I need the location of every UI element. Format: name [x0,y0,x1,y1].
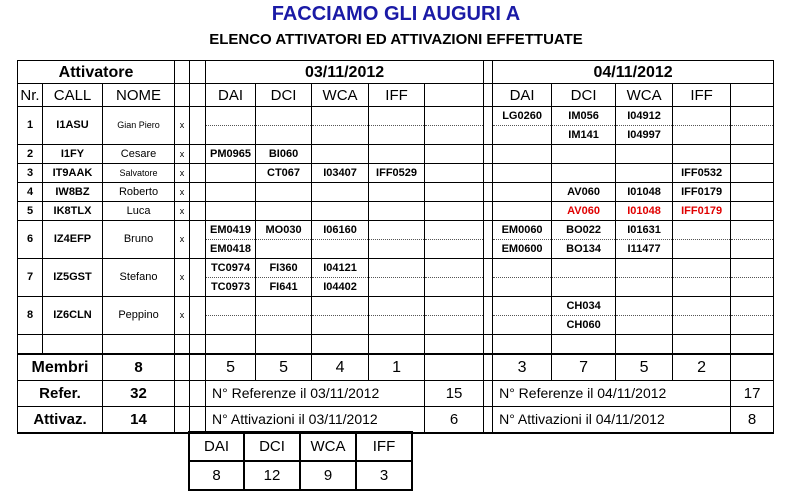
cell-d1 [369,221,425,240]
cell-d2 [493,278,552,297]
row-gap [190,107,206,145]
cell-d1: I03407 [312,164,369,183]
table-row [18,202,774,221]
cell-blank [731,202,774,221]
cell-blank [731,297,774,316]
cell-d1: MO030 [256,221,312,240]
cell-blank [425,297,484,316]
cell-blank [731,145,774,164]
cell-d1 [369,126,425,145]
refer-label: Refer. [18,381,103,407]
cell-d2: I01048 [616,183,673,202]
summary-spacer [175,407,190,434]
membri-label: Membri [18,354,103,381]
row-call: IZ5GST [43,259,103,297]
cell-d1: EM0418 [206,240,256,259]
cell-d2 [616,164,673,183]
summary-spacer [190,381,206,407]
cell-d1: I06160 [312,221,369,240]
row-call: I1ASU [43,107,103,145]
cell-d2: I04997 [616,126,673,145]
cell-d1: I04402 [312,278,369,297]
cell-d2: EM0600 [493,240,552,259]
row-nome: Gian Piero [103,107,175,145]
row-call: IW8BZ [43,183,103,202]
row-gap [190,183,206,202]
cell-d2 [673,126,731,145]
cell-d2: AV060 [552,183,616,202]
totals-value-dci: 12 [244,461,300,490]
cell-d1 [312,240,369,259]
cell-d1: TC0973 [206,278,256,297]
attivaz-label: Attivaz. [18,407,103,434]
row-nome: Luca [103,202,175,221]
cell-d1: IFF0529 [369,164,425,183]
row-gap [190,164,206,183]
cell-d2 [552,259,616,278]
cell-blank [425,164,484,183]
att-label-2: N° Attivazioni il 04/11/2012 [493,407,731,434]
table-row [18,107,774,126]
row-gap [190,297,206,335]
cell-blank [731,278,774,297]
row-gap [484,259,493,297]
cell-d1 [369,107,425,126]
cell-d2 [493,183,552,202]
row-nome: Stefano [103,259,175,297]
summary-spacer [731,354,774,381]
col-gap [190,84,206,107]
col-x [175,84,190,107]
row-call: I1FY [43,145,103,164]
row-gap [484,297,493,335]
cell-d2 [552,278,616,297]
row-gap [484,107,493,145]
row-x: x [175,183,190,202]
col-gap [484,84,493,107]
cell-d2: IFF0179 [673,202,731,221]
cell-d1 [312,202,369,221]
ref-label-2: N° Referenze il 04/11/2012 [493,381,731,407]
totals-value-dai: 8 [189,461,244,490]
row-number: 2 [18,145,43,164]
cell-d1 [256,126,312,145]
cell-d1 [369,278,425,297]
cell-d2: EM0060 [493,221,552,240]
col-nr: Nr. [18,84,43,107]
cell-d1 [256,316,312,335]
refer-value: 32 [103,381,175,407]
table-row [18,164,774,183]
cell-d1 [369,240,425,259]
cell-blank [425,259,484,278]
summary-spacer [484,381,493,407]
cell-d2 [673,297,731,316]
cell-d2: LG0260 [493,107,552,126]
row-x: x [175,107,190,145]
totals-header-dci: DCI [244,432,300,461]
summary-spacer [484,354,493,381]
col-blank-2 [731,84,774,107]
cell-d1: BI060 [256,145,312,164]
cell-d1 [369,259,425,278]
cell-d1 [256,183,312,202]
cell-d2: CH034 [552,297,616,316]
row-nome: Cesare [103,145,175,164]
header-date-1: 03/11/2012 [206,61,484,84]
row-nome: Peppino [103,297,175,335]
cell-blank [425,107,484,126]
summary-spacer [175,381,190,407]
cell-d1: EM0419 [206,221,256,240]
cell-d1: FI360 [256,259,312,278]
empty-cell [369,335,425,355]
table-row-empty [18,335,774,355]
row-call: IZ4EFP [43,221,103,259]
cell-d2 [616,145,673,164]
col-call: CALL [43,84,103,107]
header-row-columns [18,84,774,107]
cell-d1 [312,183,369,202]
cell-d2 [616,278,673,297]
cell-blank [425,278,484,297]
row-number: 6 [18,221,43,259]
cell-blank [731,183,774,202]
cell-blank [731,126,774,145]
att-value-2: 8 [731,407,774,434]
totals-value-row [189,461,412,490]
row-x: x [175,202,190,221]
header-spacer [484,61,493,84]
cell-blank [425,202,484,221]
row-gap [484,202,493,221]
row-number: 7 [18,259,43,297]
cell-blank [731,164,774,183]
empty-cell [312,335,369,355]
cell-d2 [552,145,616,164]
cell-blank [731,316,774,335]
count-dai-2: 3 [493,354,552,381]
row-gap [484,221,493,259]
empty-cell [673,335,731,355]
cell-d1 [206,107,256,126]
cell-d2 [493,164,552,183]
cell-d2 [493,202,552,221]
empty-cell [18,335,43,355]
cell-d2 [673,240,731,259]
row-call: IT9AAK [43,164,103,183]
totals-header-dai: DAI [189,432,244,461]
header-spacer [190,61,206,84]
row-gap [190,145,206,164]
cell-d2: IM056 [552,107,616,126]
summary-spacer [190,407,206,434]
count-dai-1: 5 [206,354,256,381]
row-nome: Salvatore [103,164,175,183]
header-date-2: 04/11/2012 [493,61,774,84]
cell-d2: CH060 [552,316,616,335]
empty-cell [256,335,312,355]
cell-d2: IM141 [552,126,616,145]
cell-d1 [256,240,312,259]
row-number: 3 [18,164,43,183]
row-number: 5 [18,202,43,221]
cell-blank [425,145,484,164]
cell-d2 [493,126,552,145]
count-dci-2: 7 [552,354,616,381]
row-call: IK8TLX [43,202,103,221]
table-row [18,259,774,278]
cell-d1: FI641 [256,278,312,297]
header-row-dates [18,61,774,84]
cell-d2: AV060 [552,202,616,221]
row-number: 4 [18,183,43,202]
count-dci-1: 5 [256,354,312,381]
row-x: x [175,221,190,259]
col-nome: NOME [103,84,175,107]
cell-d1 [256,202,312,221]
cell-blank [425,126,484,145]
col-wca-2: WCA [616,84,673,107]
row-gap [190,202,206,221]
header-attivatore: Attivatore [18,61,175,84]
row-number: 8 [18,297,43,335]
count-wca-1: 4 [312,354,369,381]
ref-value-1: 15 [425,381,484,407]
cell-d2 [493,316,552,335]
cell-d2 [493,297,552,316]
empty-cell [190,335,206,355]
cell-blank [731,221,774,240]
cell-d1: CT067 [256,164,312,183]
cell-d2 [673,316,731,335]
cell-d2 [616,316,673,335]
cell-d2 [493,145,552,164]
table-row [18,221,774,240]
header-spacer [175,61,190,84]
cell-d2 [552,164,616,183]
att-value-1: 6 [425,407,484,434]
col-iff-2: IFF [673,84,731,107]
summary-spacer [484,407,493,434]
cell-d1: I04121 [312,259,369,278]
col-dci-2: DCI [552,84,616,107]
table-row [18,145,774,164]
summary-spacer [425,354,484,381]
cell-blank [425,240,484,259]
totals-header-wca: WCA [300,432,356,461]
empty-cell [484,335,493,355]
col-wca-1: WCA [312,84,369,107]
cell-d1 [369,202,425,221]
ref-value-2: 17 [731,381,774,407]
cell-d2: I04912 [616,107,673,126]
totals-header-iff: IFF [356,432,412,461]
row-gap [484,183,493,202]
row-number: 1 [18,107,43,145]
col-dai-1: DAI [206,84,256,107]
row-call: IZ6CLN [43,297,103,335]
ref-label-1: N° Referenze il 03/11/2012 [206,381,425,407]
cell-d2 [616,259,673,278]
cell-d1 [206,297,256,316]
count-wca-2: 5 [616,354,673,381]
cell-d1 [206,202,256,221]
summary-row-refer [18,381,774,407]
cell-d1: TC0974 [206,259,256,278]
cell-d1 [256,107,312,126]
table-row [18,297,774,316]
row-x: x [175,297,190,335]
cell-d2: I11477 [616,240,673,259]
cell-d1 [256,297,312,316]
cell-d2 [673,107,731,126]
count-iff-2: 2 [673,354,731,381]
cell-d1 [369,183,425,202]
cell-d2: IFF0179 [673,183,731,202]
cell-d2 [493,259,552,278]
cell-d2 [616,297,673,316]
col-iff-1: IFF [369,84,425,107]
empty-cell [731,335,774,355]
row-x: x [175,164,190,183]
col-dci-1: DCI [256,84,312,107]
cell-blank [731,107,774,126]
totals-table [188,431,413,491]
activations-table [17,60,774,434]
row-gap [484,145,493,164]
empty-cell [616,335,673,355]
cell-d1 [206,164,256,183]
totals-value-wca: 9 [300,461,356,490]
empty-cell [175,335,190,355]
cell-d2 [673,259,731,278]
cell-blank [731,240,774,259]
empty-cell [493,335,552,355]
cell-blank [425,316,484,335]
table-row [18,183,774,202]
row-gap [190,221,206,259]
cell-d1 [206,126,256,145]
page-subtitle: ELENCO ATTIVATORI ED ATTIVAZIONI EFFETTUATE [209,31,583,48]
cell-d2 [673,145,731,164]
cell-d1 [369,145,425,164]
cell-d1 [206,183,256,202]
cell-blank [731,259,774,278]
cell-d2: BO022 [552,221,616,240]
row-gap [484,164,493,183]
cell-d2: I01048 [616,202,673,221]
summary-spacer [190,354,206,381]
cell-d1 [312,107,369,126]
cell-d1 [312,145,369,164]
cell-d1 [312,316,369,335]
cell-d1: PM0965 [206,145,256,164]
empty-cell [206,335,256,355]
cell-d2 [673,221,731,240]
summary-row-membri [18,354,774,381]
cell-d1 [369,297,425,316]
summary-spacer [175,354,190,381]
empty-cell [552,335,616,355]
empty-cell [103,335,175,355]
cell-d2: I01631 [616,221,673,240]
cell-d2: BO134 [552,240,616,259]
att-label-1: N° Attivazioni il 03/11/2012 [206,407,425,434]
cell-d1 [206,316,256,335]
summary-row-attivaz [18,407,774,434]
count-iff-1: 1 [369,354,425,381]
cell-blank [425,183,484,202]
membri-value: 8 [103,354,175,381]
cell-d2 [673,278,731,297]
col-dai-2: DAI [493,84,552,107]
col-blank-1 [425,84,484,107]
page-title: FACCIAMO GLI AUGURI A [271,3,521,25]
cell-d1 [312,297,369,316]
cell-d1 [312,126,369,145]
empty-cell [43,335,103,355]
cell-d1 [369,316,425,335]
totals-header-row [189,432,412,461]
attivaz-value: 14 [103,407,175,434]
cell-d2: IFF0532 [673,164,731,183]
row-x: x [175,259,190,297]
cell-blank [425,221,484,240]
totals-value-iff: 3 [356,461,412,490]
row-nome: Roberto [103,183,175,202]
row-x: x [175,145,190,164]
row-nome: Bruno [103,221,175,259]
empty-cell [425,335,484,355]
row-gap [190,259,206,297]
